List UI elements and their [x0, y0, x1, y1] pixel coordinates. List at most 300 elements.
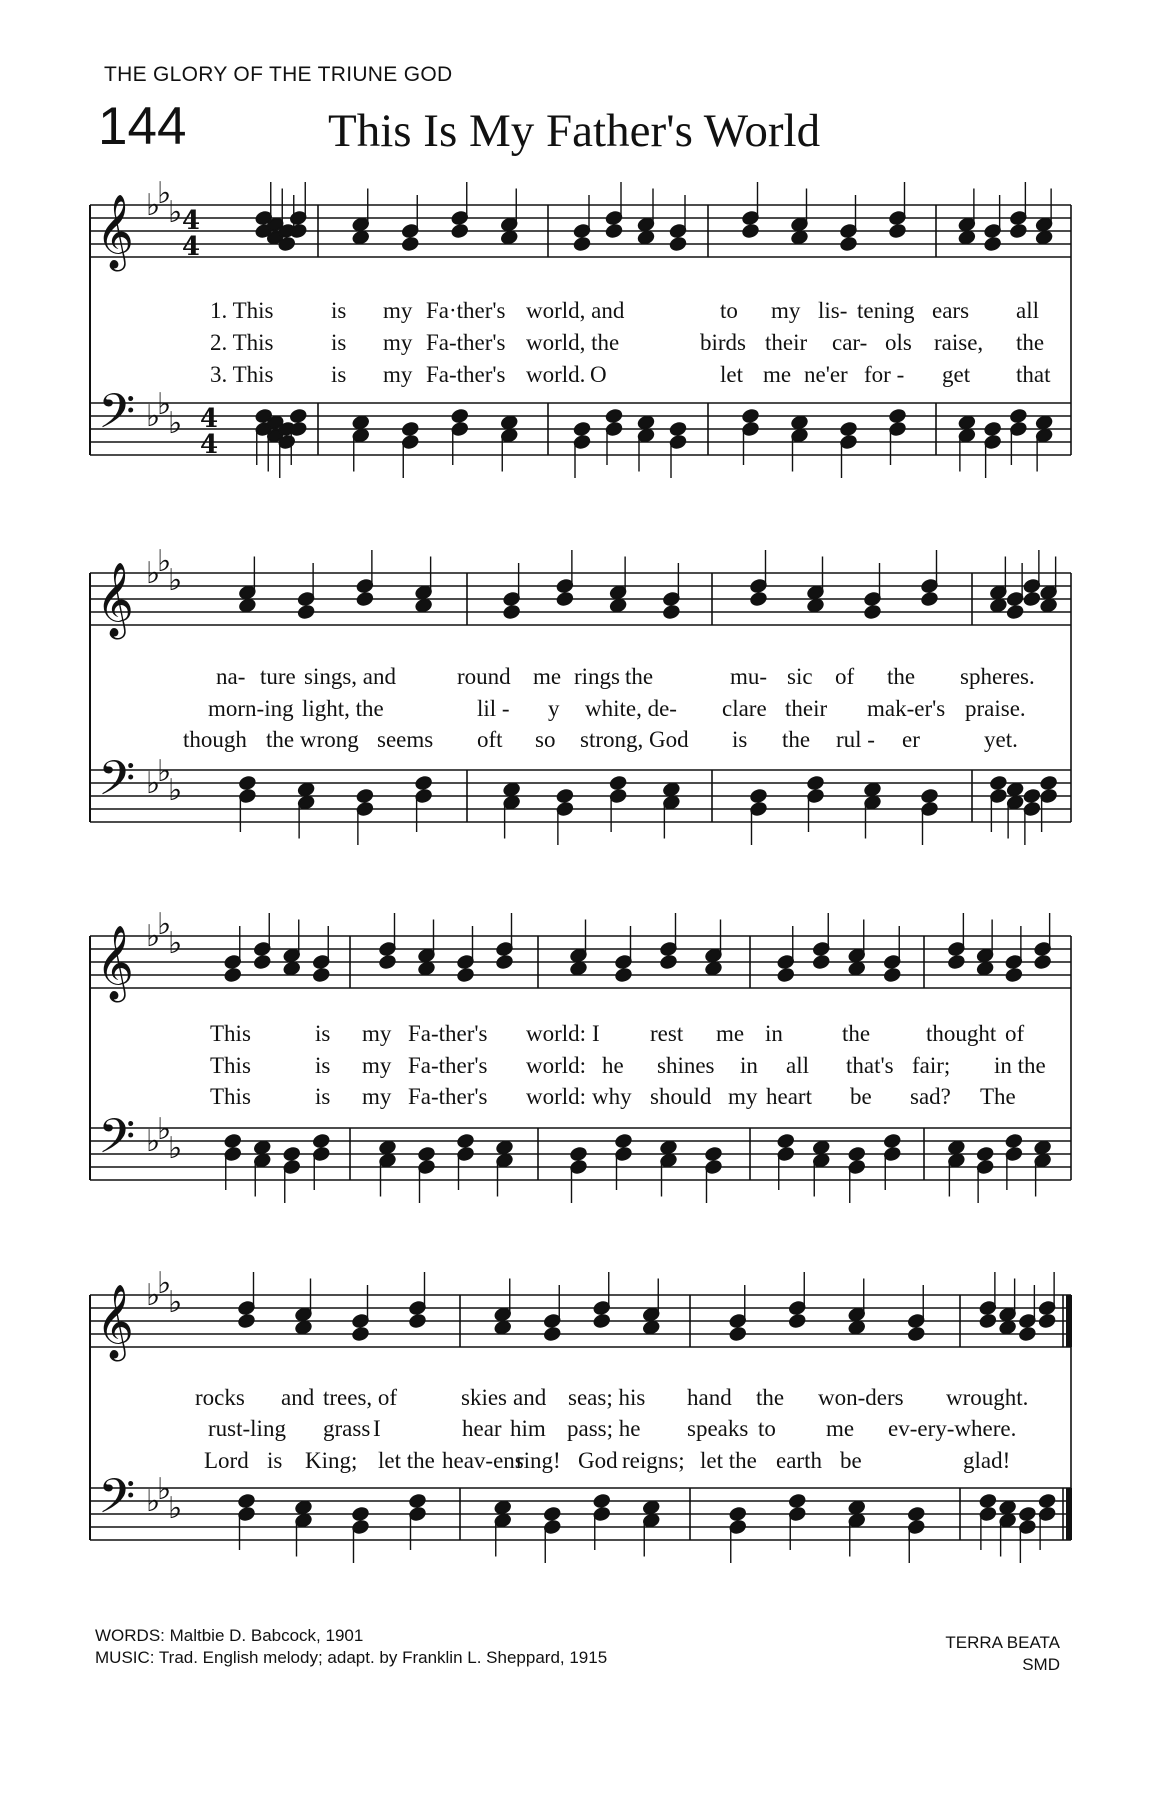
notehead	[543, 1326, 561, 1341]
lyric-syllable: ne'er	[804, 362, 848, 387]
flat-sign: ♭	[157, 544, 172, 579]
notehead	[451, 421, 469, 436]
notehead	[1005, 954, 1023, 969]
notehead	[705, 1159, 723, 1174]
notehead	[1023, 801, 1041, 816]
notehead	[947, 1153, 965, 1168]
notehead	[379, 941, 397, 956]
notehead	[662, 591, 680, 606]
lyric-syllable: praise.	[965, 696, 1026, 721]
notehead	[979, 1313, 997, 1328]
credits	[95, 1625, 607, 1669]
lyric-syllable: Fa-ther's	[408, 1084, 488, 1109]
notehead	[593, 1300, 611, 1315]
notehead	[593, 1506, 611, 1521]
notehead	[848, 1307, 866, 1322]
lyric-syllable: hand	[687, 1385, 732, 1410]
notehead	[494, 1513, 512, 1528]
lyric-syllable: be	[840, 1448, 862, 1473]
lyric-syllable: my	[383, 330, 413, 355]
notehead	[609, 598, 627, 613]
notehead	[979, 1300, 997, 1315]
notehead	[556, 591, 574, 606]
notehead	[224, 1146, 242, 1161]
bass-clef: 𝄢	[98, 1468, 136, 1536]
notehead	[883, 1146, 901, 1161]
lyric-syllable: me	[716, 1021, 745, 1046]
flat-sign: ♭	[146, 1484, 161, 1519]
lyric-syllable: why	[592, 1084, 632, 1109]
lyric-syllable: the	[1016, 330, 1045, 355]
notehead	[1009, 210, 1027, 225]
notehead	[297, 795, 315, 810]
treble-clef: 𝄞	[96, 926, 134, 1000]
lyric-syllable: grass	[323, 1416, 371, 1441]
notehead	[543, 1506, 561, 1521]
lyric-syllable: for -	[864, 362, 905, 387]
notehead	[979, 1493, 997, 1508]
notehead	[1009, 421, 1027, 436]
lyric-syllable: the	[625, 664, 654, 689]
notehead	[840, 236, 858, 251]
notehead	[848, 1159, 866, 1174]
lyric-syllable: is	[732, 727, 748, 752]
notehead	[500, 415, 518, 430]
lyric-syllable: clare	[722, 696, 767, 721]
notehead	[660, 954, 678, 969]
lyric-syllable: 3. This	[210, 362, 274, 387]
notehead	[729, 1313, 747, 1328]
flat-sign: ♭	[157, 754, 172, 789]
notehead	[705, 948, 723, 963]
notehead	[1038, 1300, 1056, 1315]
notehead	[907, 1326, 925, 1341]
lyric-syllable: mu-	[730, 664, 768, 689]
flat-sign: ♭	[168, 926, 183, 961]
lyric-syllable: light, the	[302, 696, 384, 721]
lyric-syllable: O	[590, 362, 607, 387]
notehead	[742, 421, 760, 436]
notehead	[669, 421, 687, 436]
lyric-syllable: the	[842, 1021, 871, 1046]
lyric-syllable: spheres.	[960, 664, 1035, 689]
notehead	[556, 788, 574, 803]
notehead	[1023, 591, 1041, 606]
flat-sign: ♭	[146, 1124, 161, 1159]
notehead	[356, 801, 374, 816]
notehead	[1006, 782, 1024, 797]
lyric-syllable: seas; his	[568, 1385, 646, 1410]
notehead	[637, 415, 655, 430]
notehead	[750, 591, 768, 606]
notehead	[864, 604, 882, 619]
notehead	[777, 1133, 795, 1148]
notehead	[807, 585, 825, 600]
lyric-syllable: yet.	[984, 727, 1018, 752]
notehead	[496, 1153, 514, 1168]
lyric-syllable: y	[548, 696, 560, 721]
lyric-syllable: is	[315, 1084, 331, 1109]
notehead	[788, 1300, 806, 1315]
notehead	[556, 801, 574, 816]
notehead	[807, 775, 825, 790]
notehead	[637, 230, 655, 245]
notehead	[615, 1133, 633, 1148]
notehead	[573, 223, 591, 238]
notehead	[253, 941, 271, 956]
notehead	[418, 961, 436, 976]
flat-sign: ♭	[157, 387, 172, 422]
lyric-syllable: is	[315, 1021, 331, 1046]
lyric-syllable: in	[765, 1021, 783, 1046]
notehead	[352, 217, 370, 232]
notehead	[401, 236, 419, 251]
notehead	[379, 954, 397, 969]
notehead	[352, 1326, 370, 1341]
lyric-syllable: ears	[932, 298, 970, 323]
notehead	[1023, 578, 1041, 593]
lyric-syllable: world:	[526, 1021, 587, 1046]
notehead	[1006, 604, 1024, 619]
notehead	[573, 421, 591, 436]
lyric-syllable: let the	[378, 1448, 435, 1473]
notehead	[496, 954, 514, 969]
notehead	[660, 941, 678, 956]
notehead	[907, 1519, 925, 1534]
notehead	[605, 223, 623, 238]
lyric-syllable: rest	[650, 1021, 684, 1046]
notehead	[1009, 223, 1027, 238]
lyric-syllable: thought	[926, 1021, 997, 1046]
lyric-syllable: mak-er's	[867, 696, 946, 721]
notehead	[415, 585, 433, 600]
lyric-syllable: The	[980, 1084, 1016, 1109]
notehead	[848, 961, 866, 976]
notehead	[238, 775, 256, 790]
lyric-syllable: to	[758, 1416, 776, 1441]
notehead	[1040, 788, 1058, 803]
lyric-syllable: that	[1016, 362, 1051, 387]
notehead	[840, 421, 858, 436]
notehead	[889, 210, 907, 225]
notehead	[1034, 941, 1052, 956]
lyric-syllable: speaks	[687, 1416, 749, 1441]
notehead	[637, 428, 655, 443]
lyric-syllable: be	[850, 1084, 872, 1109]
notehead	[907, 1313, 925, 1328]
lyric-syllable: let	[720, 362, 743, 387]
notehead	[1018, 1326, 1036, 1341]
lyric-syllable: na-	[216, 664, 246, 689]
notehead	[1005, 967, 1023, 982]
notehead	[669, 236, 687, 251]
lyric-syllable: car-	[832, 330, 868, 355]
notehead	[356, 578, 374, 593]
lyric-syllable: I	[373, 1416, 381, 1441]
notehead	[1018, 1506, 1036, 1521]
notehead	[662, 782, 680, 797]
notehead	[788, 1506, 806, 1521]
notehead	[409, 1493, 427, 1508]
notehead	[1018, 1313, 1036, 1328]
notehead	[1034, 1140, 1052, 1155]
notehead	[947, 941, 965, 956]
notehead	[999, 1500, 1017, 1515]
notehead	[224, 1133, 242, 1148]
lyric-syllable: my	[728, 1084, 758, 1109]
notehead	[352, 1506, 370, 1521]
notehead	[750, 788, 768, 803]
notehead	[976, 1146, 994, 1161]
notehead	[848, 948, 866, 963]
notehead	[352, 230, 370, 245]
lyric-syllable: is	[267, 1448, 283, 1473]
flat-sign: ♭	[168, 1491, 183, 1526]
time-signature: 4	[200, 430, 219, 460]
notehead	[788, 1493, 806, 1508]
notehead	[418, 948, 436, 963]
lyric-syllable: me	[533, 664, 562, 689]
notehead	[705, 961, 723, 976]
notehead	[947, 954, 965, 969]
lyric-syllable: should	[650, 1084, 712, 1109]
notehead	[238, 1493, 256, 1508]
notehead	[958, 230, 976, 245]
lyric-syllable: tening	[857, 298, 915, 323]
lyric-syllable: strong, God	[580, 727, 689, 752]
notehead	[605, 421, 623, 436]
notehead	[224, 954, 242, 969]
notehead	[791, 230, 809, 245]
lyric-syllable: to	[720, 298, 738, 323]
notehead	[984, 236, 1002, 251]
lyric-syllable: rul -	[836, 727, 875, 752]
notehead	[356, 591, 374, 606]
notehead	[415, 788, 433, 803]
lyric-syllable: skies	[461, 1385, 507, 1410]
notehead	[907, 1506, 925, 1521]
time-signature: 4	[182, 232, 201, 262]
lyric-syllable: birds	[700, 330, 746, 355]
notehead	[496, 1140, 514, 1155]
notehead	[791, 428, 809, 443]
notehead	[418, 1146, 436, 1161]
lyric-syllable: Lord	[204, 1448, 249, 1473]
notehead	[570, 1146, 588, 1161]
notehead	[356, 788, 374, 803]
notehead	[1038, 1313, 1056, 1328]
hymn-title: This Is My Father's World	[328, 105, 821, 157]
notehead	[958, 217, 976, 232]
notehead	[415, 775, 433, 790]
lyric-syllable: world, the	[526, 330, 620, 355]
lyric-syllable: all	[786, 1053, 809, 1078]
notehead	[503, 604, 521, 619]
lyric-syllable: rings	[574, 664, 620, 689]
lyric-syllable: morn-ing	[208, 696, 294, 721]
notehead	[864, 782, 882, 797]
notehead	[1035, 217, 1053, 232]
notehead	[253, 1140, 271, 1155]
notehead	[921, 578, 939, 593]
notehead	[812, 1140, 830, 1155]
flat-sign: ♭	[146, 766, 161, 801]
notehead	[791, 415, 809, 430]
notehead	[777, 954, 795, 969]
words-credit: WORDS: Maltbie D. Babcock, 1901	[95, 1626, 364, 1645]
notehead	[503, 591, 521, 606]
lyric-syllable: reigns;	[622, 1448, 685, 1473]
notehead	[283, 1146, 301, 1161]
lyric-syllable: earth	[776, 1448, 822, 1473]
notehead	[615, 1146, 633, 1161]
lyric-syllable: world, and	[526, 298, 625, 323]
notehead	[989, 775, 1007, 790]
notehead	[642, 1307, 660, 1322]
notehead	[807, 598, 825, 613]
notehead	[609, 775, 627, 790]
lyric-syllable: let the	[700, 1448, 757, 1473]
notehead	[500, 230, 518, 245]
lyric-syllable: get	[942, 362, 971, 387]
notehead	[238, 788, 256, 803]
notehead	[457, 1133, 475, 1148]
notehead	[238, 1313, 256, 1328]
notehead	[379, 1153, 397, 1168]
notehead	[1006, 591, 1024, 606]
notehead	[840, 223, 858, 238]
notehead	[889, 223, 907, 238]
notehead	[660, 1153, 678, 1168]
notehead	[615, 954, 633, 969]
notehead	[451, 408, 469, 423]
notehead	[451, 210, 469, 225]
notehead	[958, 415, 976, 430]
lyric-syllable: rust-ling	[208, 1416, 286, 1441]
hymn-number: 144	[98, 97, 187, 156]
notehead	[570, 948, 588, 963]
flat-sign: ♭	[146, 556, 161, 591]
notehead	[921, 591, 939, 606]
notehead	[669, 434, 687, 449]
notehead	[289, 408, 307, 423]
notehead	[976, 1159, 994, 1174]
notehead	[500, 428, 518, 443]
lyric-syllable: Fa-ther's	[426, 330, 506, 355]
lyric-syllable: 2. This	[210, 330, 274, 355]
notehead	[494, 1500, 512, 1515]
flat-sign: ♭	[146, 1278, 161, 1313]
notehead	[573, 434, 591, 449]
flat-sign: ♭	[146, 188, 161, 223]
notehead	[1035, 415, 1053, 430]
flat-sign: ♭	[168, 563, 183, 598]
lyric-syllable: of	[1005, 1021, 1025, 1046]
treble-clef: 𝄞	[96, 563, 134, 637]
lyric-syllable: 1. This	[210, 298, 274, 323]
notehead	[253, 1153, 271, 1168]
flat-sign: ♭	[157, 1266, 172, 1301]
notehead	[984, 434, 1002, 449]
lyric-syllable: heav-ens	[442, 1448, 524, 1473]
lyric-syllable: heart	[766, 1084, 812, 1109]
notehead	[570, 961, 588, 976]
notehead	[415, 598, 433, 613]
notehead	[777, 1146, 795, 1161]
notehead	[1034, 1153, 1052, 1168]
lyric-syllable: wrought.	[946, 1385, 1029, 1410]
notehead	[864, 591, 882, 606]
tune-info	[945, 1632, 1060, 1676]
notehead	[989, 788, 1007, 803]
lyric-syllable: This	[210, 1084, 251, 1109]
notehead	[660, 1140, 678, 1155]
notehead	[642, 1320, 660, 1335]
notehead	[999, 1320, 1017, 1335]
notehead	[729, 1326, 747, 1341]
bass-clef: 𝄢	[98, 750, 136, 818]
lyric-syllable: in the	[994, 1053, 1046, 1078]
lyric-syllable: lis-	[818, 298, 848, 323]
section-header: THE GLORY OF THE TRIUNE GOD	[104, 63, 453, 86]
notehead	[1023, 788, 1041, 803]
notehead	[1040, 585, 1058, 600]
notehead	[605, 408, 623, 423]
notehead	[496, 941, 514, 956]
notehead	[1035, 428, 1053, 443]
lyric-syllable: Fa-ther's	[408, 1053, 488, 1078]
lyric-syllable: he	[602, 1053, 624, 1078]
lyric-syllable: the	[782, 727, 811, 752]
notehead	[409, 1300, 427, 1315]
lyric-syllable: my	[771, 298, 801, 323]
lyric-syllable: raise,	[934, 330, 984, 355]
notehead	[1018, 1519, 1036, 1534]
lyric-syllable: This	[210, 1053, 251, 1078]
lyric-syllable: my	[362, 1021, 392, 1046]
notehead	[883, 1133, 901, 1148]
bass-clef: 𝄢	[98, 1108, 136, 1176]
flat-sign: ♭	[157, 1112, 172, 1147]
bass-clef: 𝄢	[98, 383, 136, 451]
notehead	[297, 591, 315, 606]
notehead	[921, 788, 939, 803]
notehead	[662, 795, 680, 810]
notehead	[352, 1313, 370, 1328]
notehead	[807, 788, 825, 803]
lyric-syllable: won-ders	[818, 1385, 904, 1410]
notehead	[312, 1146, 330, 1161]
notehead	[1009, 408, 1027, 423]
notehead	[1006, 795, 1024, 810]
lyric-syllable: my	[383, 362, 413, 387]
notehead	[401, 434, 419, 449]
lyric-syllable: ev-ery-where.	[888, 1416, 1017, 1441]
lyric-syllable: sings, and	[304, 664, 396, 689]
notehead	[840, 434, 858, 449]
notehead	[788, 1313, 806, 1328]
lyric-syllable: my	[362, 1053, 392, 1078]
notehead	[637, 217, 655, 232]
lyric-syllable: my	[383, 298, 413, 323]
lyric-syllable: is	[331, 330, 347, 355]
lyric-syllable: I	[592, 1021, 600, 1046]
lyric-syllable: oft	[477, 727, 503, 752]
notehead	[642, 1500, 660, 1515]
lyric-syllable: though	[183, 727, 247, 752]
notehead	[1035, 230, 1053, 245]
notehead	[409, 1506, 427, 1521]
